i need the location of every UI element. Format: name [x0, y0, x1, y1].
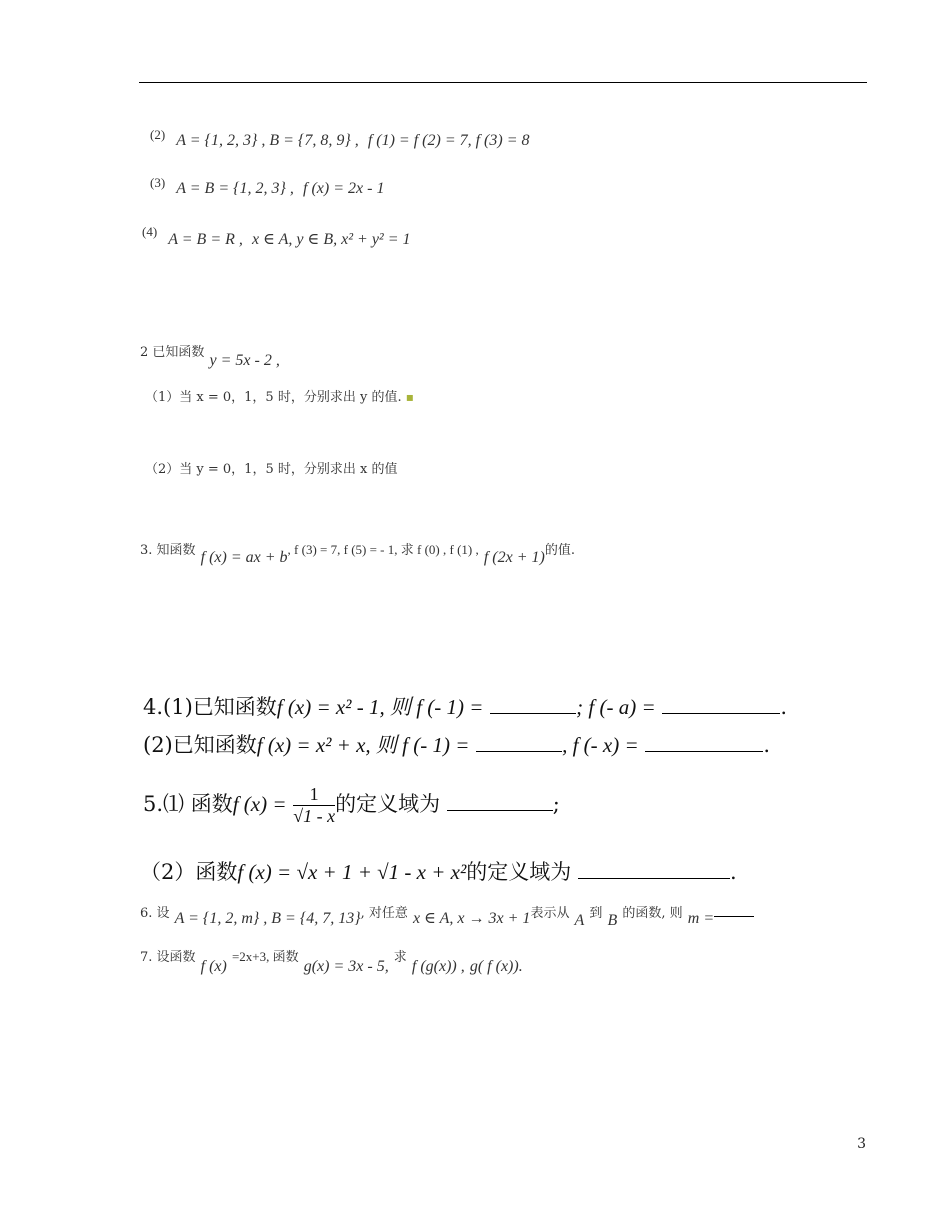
q1-p4-sets: A = B = R , — [168, 231, 243, 248]
q6-tail: 的函数, 则 — [622, 906, 683, 921]
q2-part1-text: （1）当 x = 0，1，5 时，分别求出 y 的值. — [145, 390, 402, 405]
q6-map: x ∈ A, x → 3x + 1 — [413, 910, 531, 927]
answer-blank[interactable] — [645, 735, 763, 752]
q6-lead: 6. 设 — [140, 906, 170, 921]
q5-l2-fx: f (x) = √x + 1 + √1 - x + x² — [237, 860, 467, 884]
q4-l2-a: (2)已知函数 — [143, 733, 257, 757]
q3-formula: f (x) = ax + b — [200, 549, 288, 566]
fraction-numerator: 1 — [293, 784, 335, 806]
q4-line1 — [143, 691, 787, 721]
q6-a: A — [574, 912, 585, 929]
q6-to: 到 — [589, 906, 603, 921]
fraction — [293, 784, 335, 827]
q7-gx: g(x) = 3x - 5, — [303, 958, 389, 975]
q4-line2 — [143, 729, 770, 759]
q4-l1-end: . — [780, 695, 788, 719]
q7-lead: 7. 设函数 — [140, 950, 196, 965]
answer-blank[interactable] — [447, 794, 553, 811]
answer-blank[interactable] — [662, 697, 780, 714]
answer-blank[interactable] — [578, 862, 730, 879]
q3 — [140, 539, 575, 566]
q3-conds: , f (3) = 7, f (5) = - 1, 求 f (0) , f (1) , — [287, 542, 479, 557]
q5-l1-b: 的定义域为 — [335, 792, 441, 816]
answer-blank[interactable] — [476, 735, 562, 752]
q7-gf: g( f (x)). — [469, 958, 523, 975]
q2-part2: （2）当 y = 0，1，5 时，分别求出 x 的值 — [145, 462, 398, 477]
q4-l1-c: ; f (- a) = — [576, 695, 656, 719]
q5-l1-a: 5.⑴ 函数 — [143, 792, 233, 816]
q7 — [140, 946, 523, 975]
q1-p2-fn: f (1) = f (2) = 7, f (3) = 8 — [367, 132, 530, 149]
q5-l2-b: 的定义域为 — [466, 860, 572, 884]
q1-p2-label: (2) — [150, 127, 166, 142]
q5-line1 — [143, 784, 560, 827]
q6-sets: A = {1, 2, m} , B = {4, 7, 13} — [174, 910, 361, 927]
q5-l2-end: . — [729, 860, 737, 884]
q6 — [140, 902, 754, 929]
answer-blank[interactable] — [490, 697, 576, 714]
q4-l1-a: 4.(1)已知函数 — [143, 695, 277, 719]
q1-p4-fn: x ∈ A, y ∈ B, x² + y² = 1 — [251, 231, 411, 248]
q1-p3-sets: A = B = {1, 2, 3} , — [176, 180, 294, 197]
q1-p4-label: (4) — [142, 224, 158, 239]
q1-p3-label: (3) — [150, 175, 166, 190]
q4-l1-b: f (x) = x² - 1, 则 f (- 1) = — [276, 695, 484, 719]
q1-part4 — [142, 221, 411, 248]
q6-m: m = — [687, 910, 715, 927]
q3-tail: 的值. — [544, 543, 575, 558]
q6-mid2: 表示从 — [530, 906, 570, 921]
q5-l2-a: （2）函数 — [140, 860, 238, 884]
q2-stem-formula: y = 5x - 2 , — [209, 352, 280, 369]
q3-lead: 3. 知函数 — [140, 543, 196, 558]
q5-line2 — [140, 856, 737, 886]
q7-ask: 求 — [393, 950, 407, 965]
q6-b: B — [607, 912, 618, 929]
q5-l1-end: ; — [552, 792, 560, 816]
q4-l2-c: , f (- x) = — [562, 733, 639, 757]
stray-dot-icon: ▪ — [405, 390, 414, 404]
fraction-denominator: √1 - x — [293, 806, 336, 826]
header-rule — [139, 82, 867, 83]
q1-part2 — [150, 124, 530, 149]
answer-blank[interactable] — [714, 904, 754, 917]
q1-p2-sets: A = {1, 2, 3} , B = {7, 8, 9} , — [176, 132, 359, 149]
q5-l1-fx: f (x) = — [232, 792, 287, 816]
q7-fg: f (g(x)) , — [411, 958, 465, 975]
q7-fx: f (x) — [200, 958, 227, 975]
q1-part3 — [150, 172, 385, 197]
q4-l2-b: f (x) = x² + x, 则 f (- 1) = — [256, 733, 470, 757]
q3-tail-formula: f (2x + 1) — [483, 549, 545, 566]
q1-p3-fn: f (x) = 2x - 1 — [303, 180, 385, 197]
q7-def1: =2x+3, 函数 — [231, 949, 299, 964]
q2-part1 — [145, 386, 414, 405]
page-number: 3 — [857, 1136, 866, 1152]
q2-stem — [140, 341, 280, 369]
q6-mid: , 对任意 — [360, 906, 408, 921]
q4-l2-end: . — [763, 733, 771, 757]
q2-stem-text: 2 已知函数 — [140, 345, 205, 360]
